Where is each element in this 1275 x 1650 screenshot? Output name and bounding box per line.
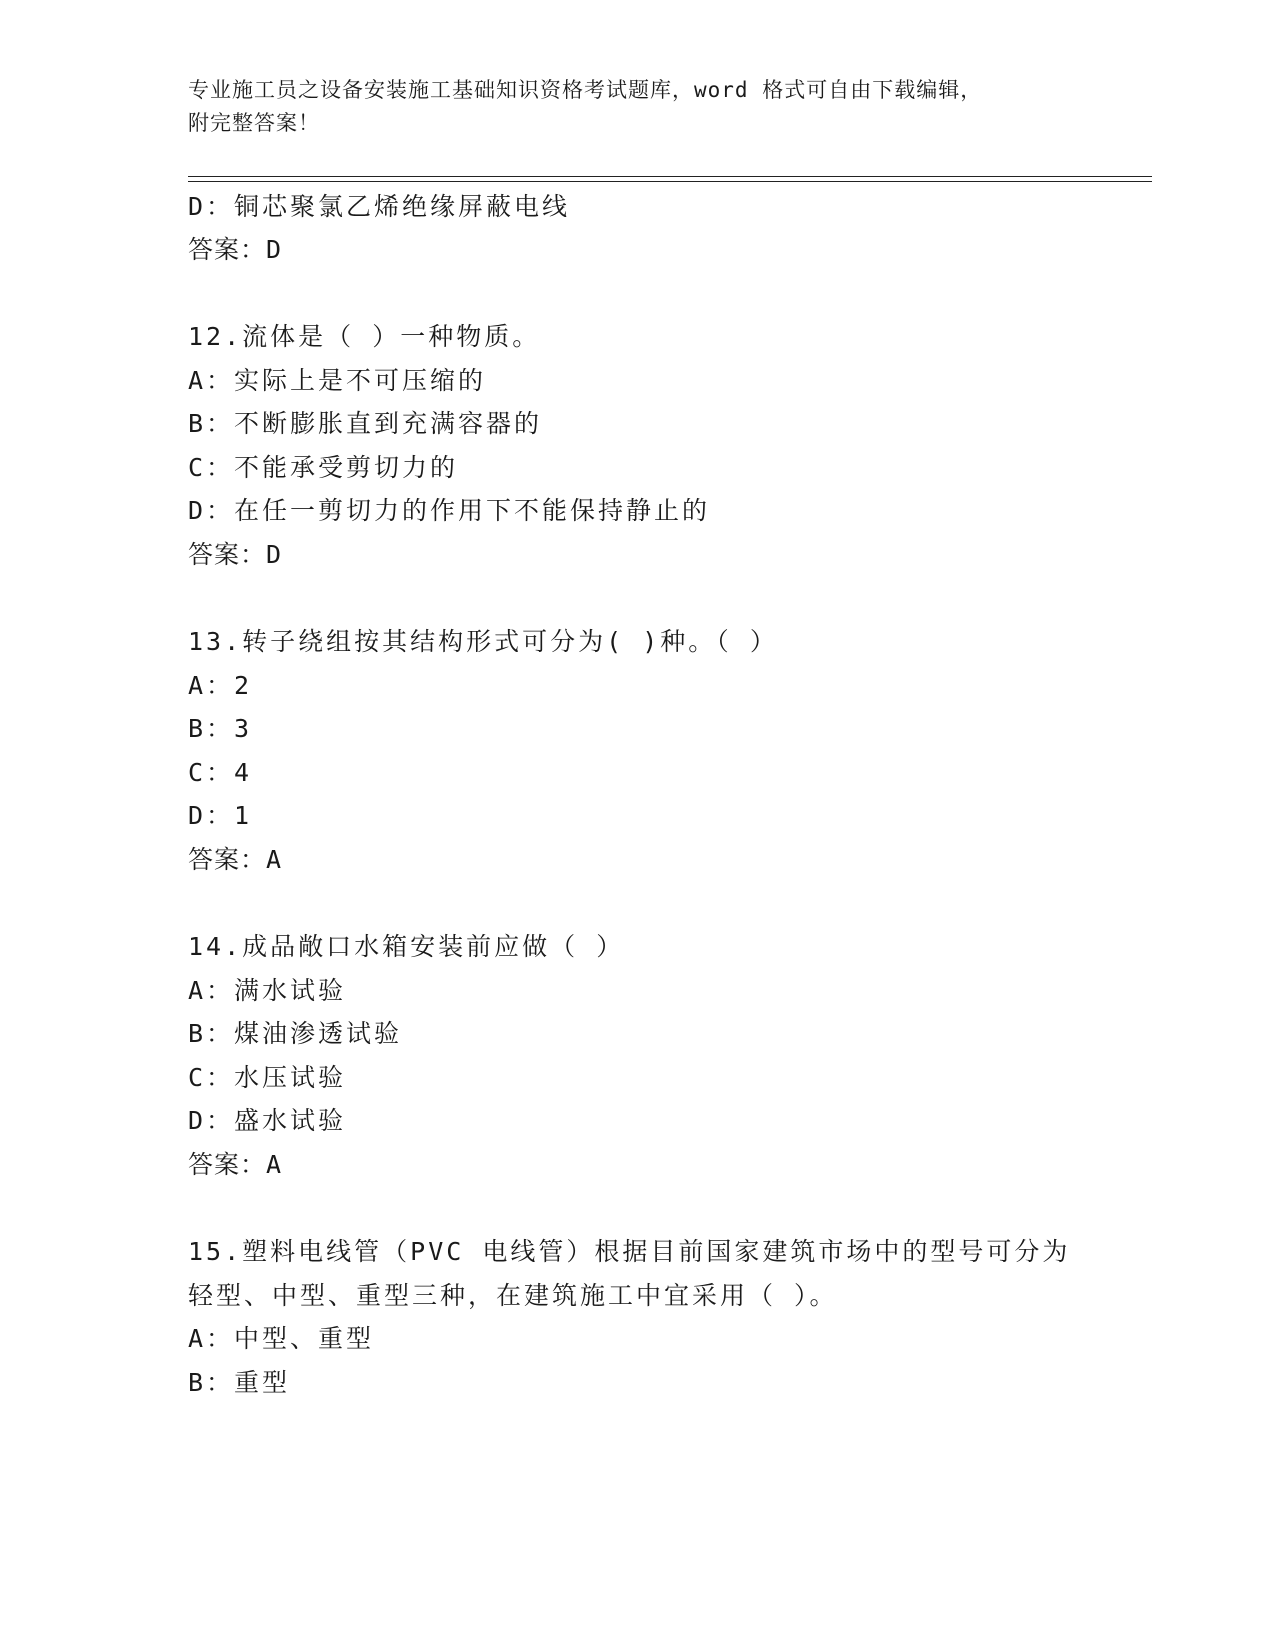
q13-option-c: C：4 bbox=[188, 758, 253, 787]
answer-value: D bbox=[266, 235, 283, 264]
q13-answer bbox=[188, 843, 282, 877]
header-divider-top bbox=[188, 176, 1152, 177]
answer-value: A bbox=[266, 845, 283, 874]
q15-stem-line-2: 轻型、中型、重型三种，在建筑施工中宜采用（ ）。 bbox=[188, 1281, 838, 1310]
q14-option-d: D：盛水试验 bbox=[188, 1106, 347, 1135]
header-divider-bottom bbox=[188, 181, 1152, 182]
q12-answer bbox=[188, 538, 282, 572]
q13-option-a: A：2 bbox=[188, 671, 253, 700]
answer-label: 答案： bbox=[188, 845, 267, 874]
q13-option-d: D：1 bbox=[188, 801, 253, 830]
q12-stem: 12.流体是（ ）一种物质。 bbox=[188, 322, 541, 351]
q15-stem-line-1: 15.塑料电线管（PVC 电线管）根据目前国家建筑市场中的型号可分为 bbox=[188, 1237, 1071, 1266]
q12-option-c: C：不能承受剪切力的 bbox=[188, 453, 459, 482]
q13-stem: 13.转子绕组按其结构形式可分为( )种。（ ） bbox=[188, 627, 778, 656]
q15-option-a: A：中型、重型 bbox=[188, 1324, 375, 1353]
q14-stem: 14.成品敞口水箱安装前应做（ ） bbox=[188, 932, 625, 961]
answer-label: 答案： bbox=[188, 540, 267, 569]
q15-option-b: B：重型 bbox=[188, 1368, 291, 1397]
q12-option-b: B：不断膨胀直到充满容器的 bbox=[188, 409, 543, 438]
q12-option-d: D：在任一剪切力的作用下不能保持静止的 bbox=[188, 496, 711, 525]
answer-label: 答案： bbox=[188, 1150, 267, 1179]
q12-option-a: A：实际上是不可压缩的 bbox=[188, 366, 487, 395]
q14-answer bbox=[188, 1148, 282, 1182]
q13-option-b: B：3 bbox=[188, 714, 253, 743]
answer-value: D bbox=[266, 540, 283, 569]
q14-option-b: B：煤油渗透试验 bbox=[188, 1019, 403, 1048]
header-line-2: 附完整答案！ bbox=[188, 111, 320, 135]
q14-option-a: A：满水试验 bbox=[188, 976, 347, 1005]
q11-option-d: D：铜芯聚氯乙烯绝缘屏蔽电线 bbox=[188, 192, 571, 221]
document-header bbox=[188, 74, 1088, 140]
q11-answer bbox=[188, 233, 282, 267]
answer-value: A bbox=[266, 1150, 283, 1179]
q14-option-c: C：水压试验 bbox=[188, 1063, 347, 1092]
answer-label: 答案： bbox=[188, 235, 267, 264]
header-line-1: 专业施工员之设备安装施工基础知识资格考试题库，word 格式可自由下载编辑， bbox=[188, 78, 983, 102]
